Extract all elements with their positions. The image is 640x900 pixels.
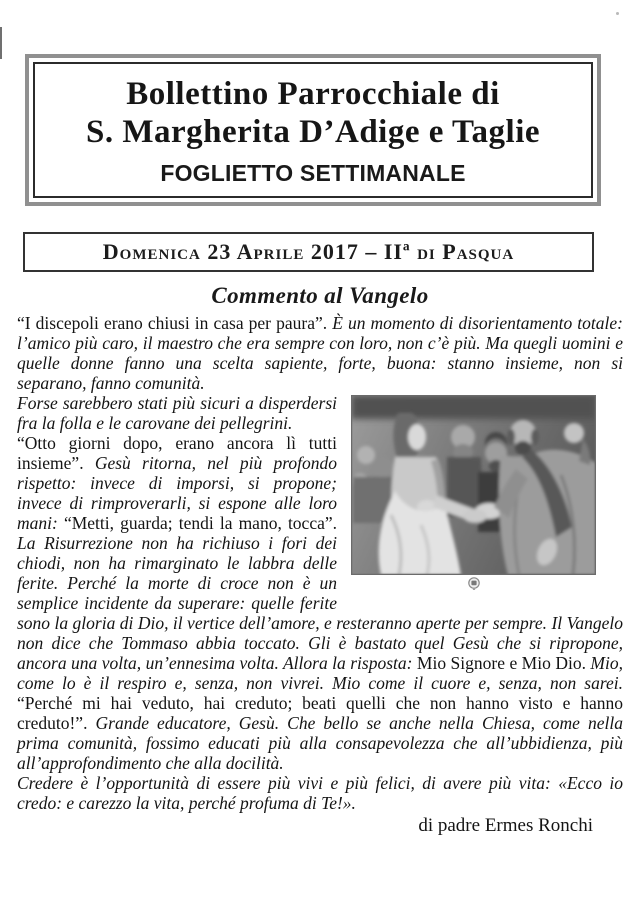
bulletin-title-line2: S. Margherita D’Adige e Taglie <box>85 113 541 150</box>
author-signature: di padre Ermes Ronchi <box>418 815 593 836</box>
text-segment: Mio Signore e Mio Dio. <box>416 653 591 673</box>
text-segment: Grande educatore, Gesù. Che bello se anche nella Chiesa, come nella prima comunità, fossimo educati più alla consapevolezza che all’ubbidienza, più all’approfondimento che alla docilità. <box>17 713 623 773</box>
article-content <box>17 283 623 836</box>
paragraph-1 <box>17 313 623 393</box>
date-banner-box <box>23 232 594 272</box>
text-segment: La Risurrezione non ha richiuso i fori dei chiodi, non ha rimarginato le labbra delle ferite. Perché la morte di croce non è un semplice incidente da superare: quelle ferite sono la gloria di Dio, il vertice dell’amore, e resteranno aperte per sempre. Il Vangelo non dice che Tommaso abbia toccato. Gli è bastato quel Gesù che si ripropone, ancora una volta, un’ennesima volta. Allora la risposta: <box>17 533 623 673</box>
text-segment: Gesù ritorna, nel più profondo rispetto: invece di imporsi, si propone; invece di rimproverarli, si espone alle loro mani: <box>17 453 338 533</box>
incredulity-of-saint-thomas-painting <box>351 395 596 575</box>
publisher-stamp-icon <box>467 577 481 591</box>
article-body <box>17 313 623 836</box>
text-segment: Credere è l’opportunità di essere più vivi e più felici, di avere più vita: «Ecco io credo: e carezzo la vita, perché profuma di Te!». <box>17 773 623 813</box>
bulletin-subtitle: FOGLIETTO SETTIMANALE <box>160 159 466 186</box>
scan-artifact-line <box>0 27 2 59</box>
date-banner-text: Domenica 23 Aprile 2017 – IIª di Pasqua <box>102 239 515 264</box>
section-title: Commento al Vangelo <box>211 283 429 308</box>
bulletin-title-line1: Bollettino Parrocchiale di <box>126 75 500 112</box>
text-segment: Mio, come lo è il respiro e, senza, non vivrei. Mio come il cuore e, senza, non sarei. <box>17 653 623 693</box>
gospel-painting-figure <box>351 395 623 593</box>
masthead-inner-border <box>33 62 593 198</box>
text-segment: “Perché mi hai veduto, hai creduto; beati quelli che non hanno visto e hanno creduto!”. <box>17 693 623 733</box>
text-segment: “Metti, guarda; tendi la mano, tocca”. <box>63 513 338 533</box>
text-segment: Forse sarebbero stati più sicuri a disperdersi fra la folla e le carovane dei pellegrini. <box>17 393 337 433</box>
masthead-box <box>25 54 601 206</box>
text-segment: È un momento di disorientamento totale: l’amico più caro, il maestro che era sempre con loro, non c’è più. Ma quegli uomini e quelle donne fanno una scelta sapiente, forte, buona: stanno insieme, non si separano, fanno comunità. <box>17 313 623 393</box>
painting-column <box>351 395 596 591</box>
text-segment: “Otto giorni dopo, erano ancora lì tutti insieme”. <box>17 433 337 473</box>
scan-artifact-speck <box>616 12 619 15</box>
text-segment: “I discepoli erano chiusi in casa per paura”. <box>17 313 333 333</box>
paragraph-4 <box>17 773 623 813</box>
